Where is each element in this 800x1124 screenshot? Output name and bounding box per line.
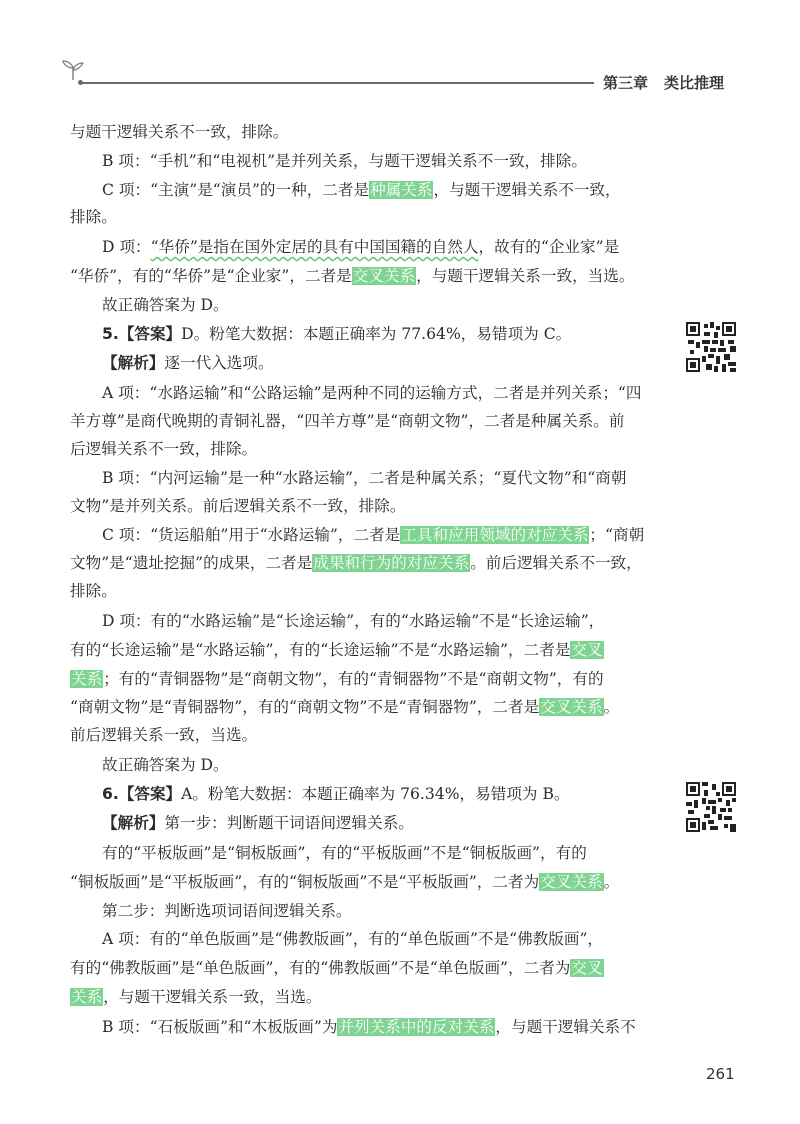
text-line [102,380,665,406]
text-segment: 第一步：判断题干词语间逻辑关系。 [164,814,414,832]
wavy-underlined-text: “华侨”是指在国外定居的具有中国国籍的自然人 [150,238,479,256]
text-line [70,984,665,1010]
text-line [102,522,665,548]
text-line [70,955,665,981]
text-segment: ，与题干逻辑关系一致，当选。 [103,988,322,1006]
highlighted-term: 成果和行为的对应关系 [313,554,470,572]
header-rule [82,82,594,84]
text-line [70,869,665,895]
text-line [102,292,665,318]
text-line [102,926,665,952]
sprout-icon [60,58,86,82]
text-line [102,465,665,491]
highlighted-term: 关系 [71,670,103,688]
chapter-heading [603,72,724,93]
bold-label: 【解析】 [102,814,165,832]
highlighted-term: 并列关系中的反对关系 [338,1018,495,1036]
qr-code-icon[interactable] [686,782,736,832]
text-segment: ，与题干逻辑关系一致，当选。 [416,267,635,285]
text-segment: “铜板版画”是“平板版画”，有的“铜板版画”不是“平板版画”，二者为 [70,873,540,891]
text-segment: 羊方尊”是商代晚期的青铜礼器，“四羊方尊”是“商朝文物”，二者是种属关系。前 [70,412,625,430]
text-segment: D 项： [102,238,151,256]
text-segment: 故正确答案为 D。 [102,756,229,774]
highlighted-term: 交叉 [571,959,603,977]
text-line [102,810,665,836]
text-segment: 后逻辑关系不一致，排除。 [70,440,258,458]
chapter-title: 类比推理 [664,74,725,92]
highlighted-term: 工具和应用领域的对应关系 [401,526,589,544]
text-segment: ；有的“青铜器物”是“商朝文物”，有的“青铜器物”不是“商朝文物”，有的 [103,670,604,688]
text-line [102,1014,665,1040]
text-line [102,752,665,778]
text-segment: “商朝文物”是“青铜器物”，有的“商朝文物”不是“青铜器物”，二者是 [70,698,540,716]
text-line [70,436,665,462]
text-segment: D 项：有的“水路运输”是“长途运输”，有的“水路运输”不是“长途运输”， [102,612,605,630]
text-segment: 有的“长途运输”是“水路运输”，有的“长途运输”不是“水路运输”，二者是 [70,641,571,659]
text-line [70,550,665,576]
text-segment: 有的“平板版画”是“铜板版画”，有的“平板版画”不是“铜板版画”，有的 [102,844,587,862]
text-line [102,840,665,866]
text-segment: C 项：“货运船舶”用于“水路运输”，二者是 [102,526,401,544]
bold-label: 【解析】 [102,354,165,372]
text-segment: 有的“佛教版画”是“单色版画”，有的“佛教版画”不是“单色版画”，二者为 [70,959,571,977]
text-segment: 。 [603,873,620,891]
text-line [70,578,665,604]
text-segment: 前后逻辑关系一致，当选。 [70,726,258,744]
text-line [102,148,665,174]
text-segment: 第二步：判断选项词语间逻辑关系。 [102,902,352,920]
text-line [70,408,665,434]
text-segment: 文物”是并列关系。前后逻辑关系不一致，排除。 [70,497,406,515]
text-segment: A。粉笔大数据：本题正确率为 76.34%，易错项为 B。 [181,785,570,803]
text-segment: 逐一代入选项。 [164,354,274,372]
text-segment: B 项：“内河运输”是一种“水路运输”，二者是种属关系；“夏代文物”和“商朝 [102,469,627,487]
text-segment: 与题干逻辑关系不一致，排除。 [70,123,289,141]
text-segment: B 项：“手机”和“电视机”是并列关系，与题干逻辑关系不一致，排除。 [102,152,587,170]
text-segment: 文物”是“遗址挖掘”的成果，二者是 [70,554,313,572]
text-segment: C 项：“主演”是“演员”的一种，二者是 [102,181,370,199]
text-line [70,263,665,289]
text-segment: 排除。 [70,582,117,600]
text-segment: “华侨”，有的“华侨”是“企业家”，二者是 [70,267,352,285]
text-line [102,608,665,634]
text-line [70,666,665,692]
text-line [102,898,665,924]
qr-code-icon[interactable] [686,322,736,372]
page-header [0,0,800,100]
text-segment: ，故有的“企业家”是 [478,238,620,256]
highlighted-term: 交叉关系 [352,267,416,285]
text-line [102,350,665,376]
text-line [70,694,665,720]
highlighted-term: 关系 [71,988,103,1006]
text-line [70,204,665,230]
text-line [102,781,665,807]
highlighted-term: 交叉 [571,641,603,659]
text-segment: A 项：有的“单色版画”是“佛教版画”，有的“单色版画”不是“佛教版画”， [102,930,604,948]
text-segment: ，与题干逻辑关系不一致， [433,181,621,199]
text-segment: 故正确答案为 D。 [102,296,229,314]
highlighted-term: 交叉关系 [540,873,603,891]
text-line [102,177,665,203]
highlighted-term: 种属关系 [370,181,433,199]
text-segment: 。前后逻辑关系不一致， [470,554,642,572]
page-number: 261 [706,1065,735,1083]
text-line [102,234,665,260]
bold-label: 5.【答案】 [102,325,182,343]
text-segment: B 项：“石板版画”和“木板版画”为 [102,1018,338,1036]
text-line [70,493,665,519]
text-segment: 排除。 [70,208,117,226]
text-segment: ；“商朝 [589,526,645,544]
text-segment: 。 [603,698,620,716]
text-segment: D。粉笔大数据：本题正确率为 77.64%，易错项为 C。 [181,325,572,343]
text-line [70,722,665,748]
chapter-number: 第三章 [603,74,649,92]
text-line [70,119,665,145]
bold-label: 6.【答案】 [102,785,182,803]
highlighted-term: 交叉关系 [540,698,603,716]
text-segment: ，与题干逻辑关系不 [495,1018,636,1036]
text-line [70,637,665,663]
text-segment: A 项：“水路运输”和“公路运输”是两种不同的运输方式，二者是并列关系；“四 [102,384,642,402]
text-line [102,321,665,347]
